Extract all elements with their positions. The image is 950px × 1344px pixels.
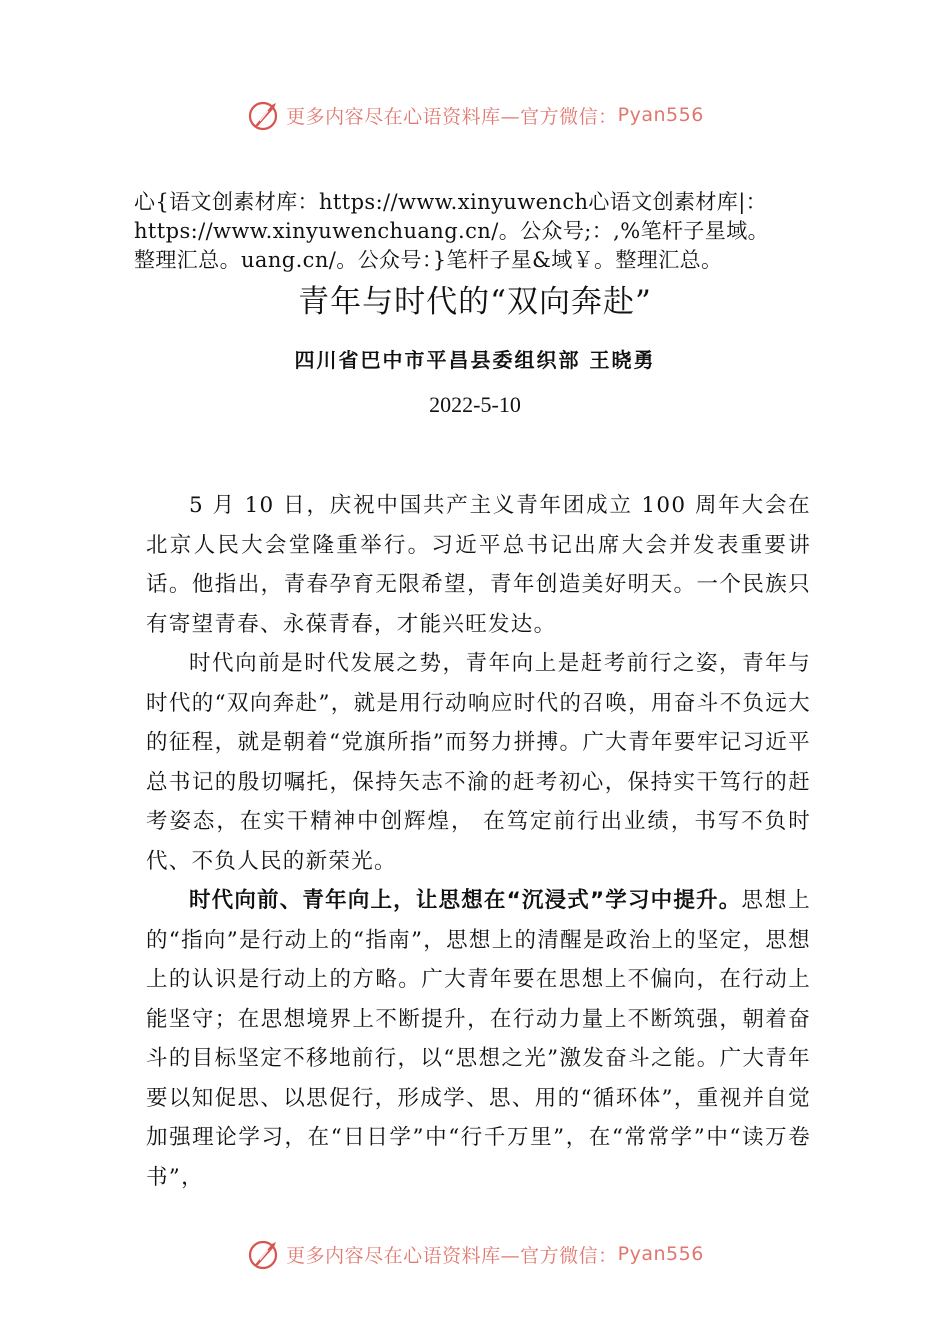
paragraph-1: 5 月 10 日，庆祝中国共产主义青年团成立 100 周年大会在北京人民大会堂隆重举行。习近平总书记出席大会并发表重要讲话。他指出，青春孕育无限希望，青年创造美好明天。一个民族只有寄望青春、永葆青春，才能兴旺发达。 [146, 493, 811, 637]
spam-line: 整理汇总。uang.cn/。公众号：}笔杆子星&域￥。整理汇总。 [134, 248, 723, 272]
watermark-wechat-id: Pyan556 [617, 1243, 704, 1265]
article-title: 青年与时代的“双向奔赴” [298, 284, 652, 320]
watermark-wechat-id: Pyan556 [617, 104, 704, 126]
paragraph-3-body: 思想上的“指向”是行动上的“指南”，思想上的清醒是政治上的坚定，思想上的认识是行动上的方略。广大青年要在思想上不偏向，在行动上能坚守；在思想境界上不断提升，在行动力量上不断筑强，朝着奋斗的目标坚定不移地前行，以“思想之光”激发奋斗之能。广大青年要以知促思、以思促行，形成学、思、用的“循环体”，重视并自觉加强理论学习，在“日日学”中“行千万里”，在“常常学”中“读万卷书”， [146, 888, 811, 1190]
spam-line: https://www.xinyuwenchuang.cn/。公众号;：,%笔杆子星域。 [134, 219, 769, 243]
spam-text-block [134, 188, 834, 275]
watermark-text: 更多内容尽在心语资料库—官方微信： [286, 105, 618, 128]
article-date: 2022-5-10 [429, 392, 521, 417]
quill-logo-icon [246, 97, 282, 133]
paragraph-2: 时代向前是时代发展之势，青年向上是赶考前行之姿，青年与时代的“双向奔赴”，就是用行动响应时代的召唤，用奋斗不负远大的征程，就是朝着“党旗所指”而努力拼搏。广大青年要牢记习近平总书记的殷切嘱托，保持矢志不渝的赶考初心，保持实干笃行的赶考姿态，在实干精神中创辉煌， 在笃定前行出业绩，书写不负时代、不负人民的新荣光。 [146, 651, 811, 874]
article-author: 四川省巴中市平昌县委组织部 王晓勇 [294, 348, 656, 372]
watermark-text: 更多内容尽在心语资料库—官方微信： [286, 1244, 618, 1267]
paragraph-3-heading: 时代向前、青年向上，让思想在“沉浸式”学习中提升。 [189, 888, 742, 913]
paragraph-3 [146, 881, 811, 1197]
quill-logo-icon [246, 1236, 282, 1272]
watermark-footer [0, 1234, 950, 1274]
article-body [146, 486, 811, 1197]
spam-line: 心{语文创素材库：https://www.xinyuwench心语文创素材库|： [134, 190, 768, 214]
watermark-header [0, 95, 950, 135]
